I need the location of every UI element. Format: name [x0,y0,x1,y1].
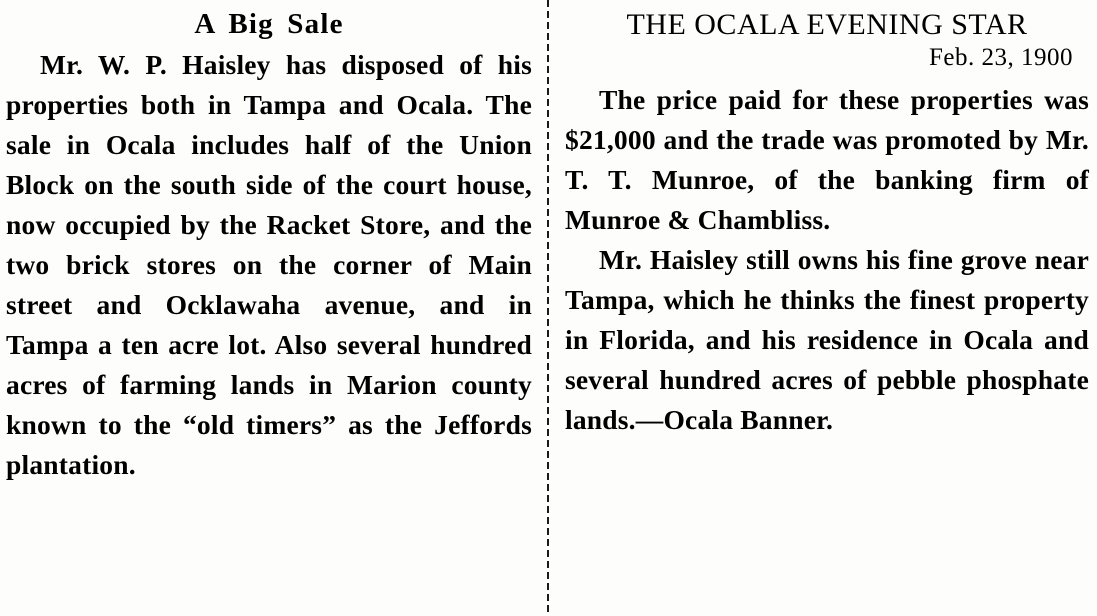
paragraph: Mr. Haisley still owns his fine grove near Tampa, which he thinks the finest property in Florida, and his residence in Ocala and several hundred acres of pebble phosphate lands.—Ocala Banner. [565,244,1089,435]
right-column-body [565,80,1089,440]
newspaper-masthead: THE OCALA EVENING STAR [626,8,1028,41]
publication-date: Feb. 23, 1900 [929,44,1073,71]
right-column [551,0,1097,616]
paragraph: Mr. W. P. Haisley has disposed of his properties both in Tampa and Ocala. The sale in Ocala includes half of the Union Block on the south side of the court house, now occupied by the Racket Store, and the two brick stores on the corner of Main street and Ocklawaha avenue, and in Tampa a ten acre lot. Also several hundred acres of farming lands in Marion county known to the “old timers” as the Jeffords plantation. [6,49,532,480]
left-column-body [6,45,532,485]
paragraph: The price paid for these properties was $21,000 and the trade was promoted by Mr. T. T. Munroe, of the banking firm of Munroe & Chambliss. [565,84,1089,235]
article-headline: A Big Sale [194,8,344,40]
left-column [0,0,546,616]
